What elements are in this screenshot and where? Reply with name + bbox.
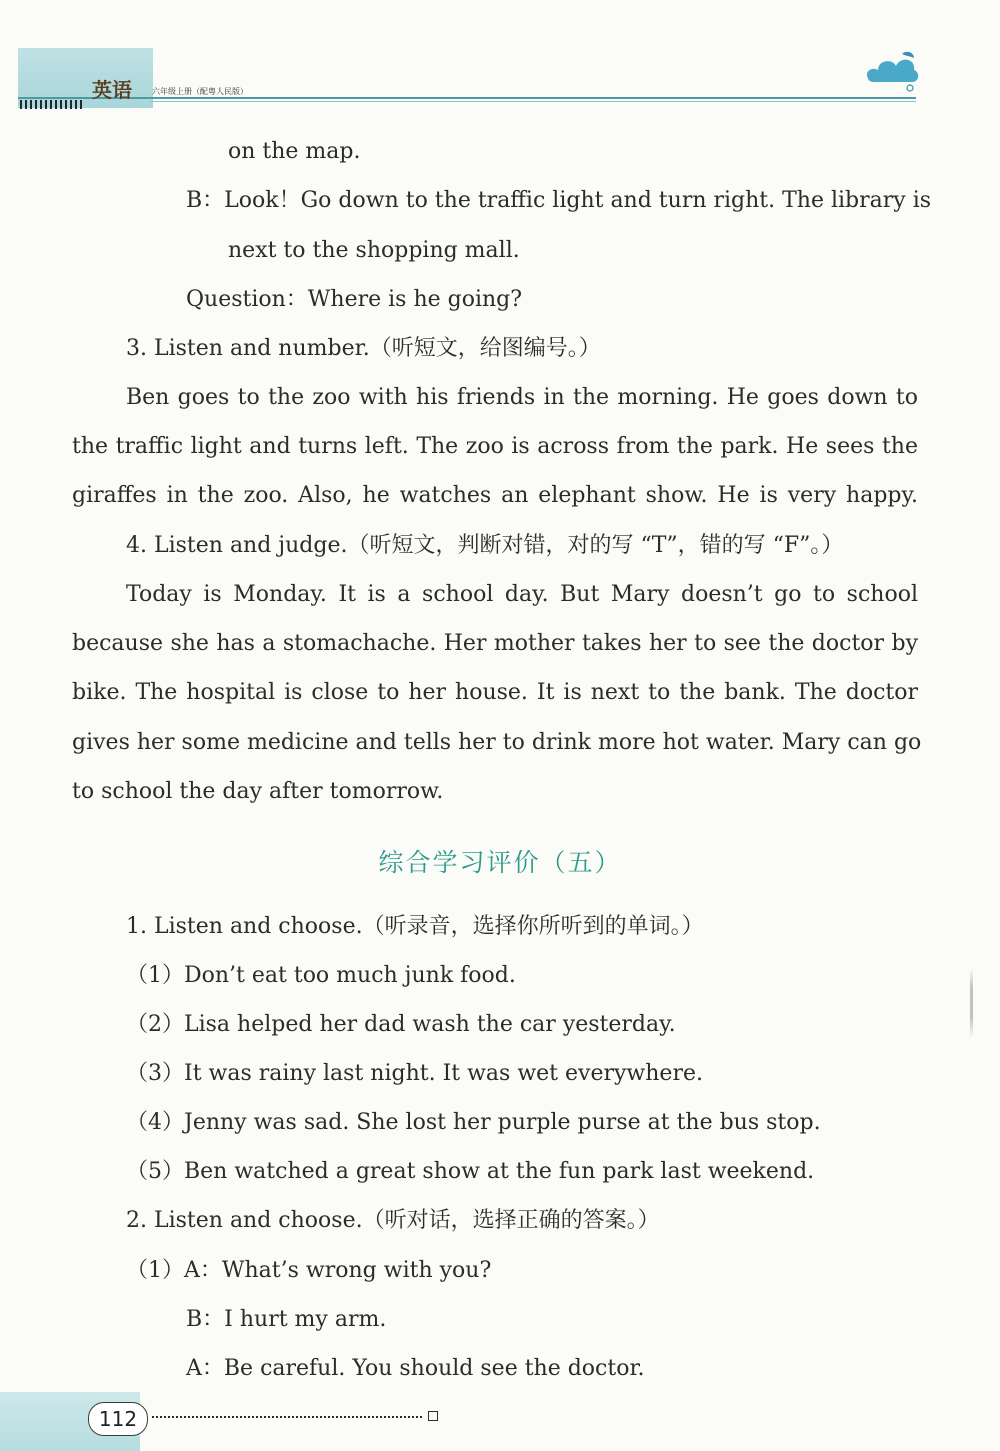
paragraph-line: Ben goes to the zoo with his friends in the morning. He goes down to bbox=[126, 385, 918, 410]
paragraph-line: giraffes in the zoo. Also, he watches an elephant show. He is very happy. bbox=[72, 483, 918, 508]
exercise-heading: 2. Listen and choose.（听对话，选择正确的答案。） bbox=[126, 1208, 660, 1233]
paragraph-line: because she has a stomachache. Her mother takes her to see the doctor by bbox=[72, 631, 918, 656]
list-item: （1）Don’t eat too much junk food. bbox=[126, 963, 516, 988]
dialogue-line: A：Be careful. You should see the doctor. bbox=[186, 1356, 645, 1381]
exercise-heading: 4. Listen and judge.（听短文，判断对错，对的写 “T”，错的写 “F”。） bbox=[126, 533, 844, 558]
dialogue-line: B：I hurt my arm. bbox=[186, 1307, 387, 1332]
paragraph-line: gives her some medicine and tells her to drink more hot water. Mary can go bbox=[72, 730, 922, 755]
subject-title: 英语 bbox=[92, 78, 132, 102]
page-number: 112 bbox=[88, 1402, 148, 1436]
list-item: （4）Jenny was sad. She lost her purple purse at the bus stop. bbox=[126, 1110, 821, 1135]
question-line: Question：Where is he going? bbox=[186, 287, 523, 312]
exercise-heading: 3. Listen and number.（听短文，给图编号。） bbox=[126, 336, 601, 361]
paragraph-line: bike. The hospital is close to her house. It is next to the bank. The doctor bbox=[72, 680, 918, 705]
header-rule-thin bbox=[150, 101, 916, 102]
list-item: （3）It was rainy last night. It was wet everywhere. bbox=[126, 1061, 703, 1086]
margin-mark bbox=[970, 968, 973, 1038]
footer-square-icon bbox=[428, 1411, 438, 1421]
dialogue-line: B：Look！Go down to the traffic light and turn right. The library is bbox=[186, 188, 932, 213]
footer-dotted-rule bbox=[152, 1416, 422, 1418]
list-item: （2）Lisa helped her dad wash the car yesterday. bbox=[126, 1012, 676, 1037]
paragraph-line: to school the day after tomorrow. bbox=[72, 779, 444, 804]
section-title: 综合学习评价（五） bbox=[378, 848, 622, 877]
header-barcode-decoration bbox=[20, 100, 82, 109]
paragraph-line: Today is Monday. It is a school day. But Mary doesn’t go to school bbox=[126, 582, 918, 607]
header-rule bbox=[18, 97, 916, 99]
grade-label: 六年级上册（配粤人民版） bbox=[152, 87, 248, 96]
dialogue-line: （1）A：What’s wrong with you? bbox=[126, 1258, 492, 1283]
paragraph-line: the traffic light and turns left. The zoo is across from the park. He sees the bbox=[72, 434, 918, 459]
dialogue-line: next to the shopping mall. bbox=[228, 238, 520, 263]
header-band bbox=[18, 48, 153, 108]
list-item: （5）Ben watched a great show at the fun park last weekend. bbox=[126, 1159, 815, 1184]
exercise-heading: 1. Listen and choose.（听录音，选择你所听到的单词。） bbox=[126, 914, 704, 939]
cloud-icon bbox=[862, 50, 922, 94]
dialogue-line: on the map. bbox=[228, 139, 361, 164]
